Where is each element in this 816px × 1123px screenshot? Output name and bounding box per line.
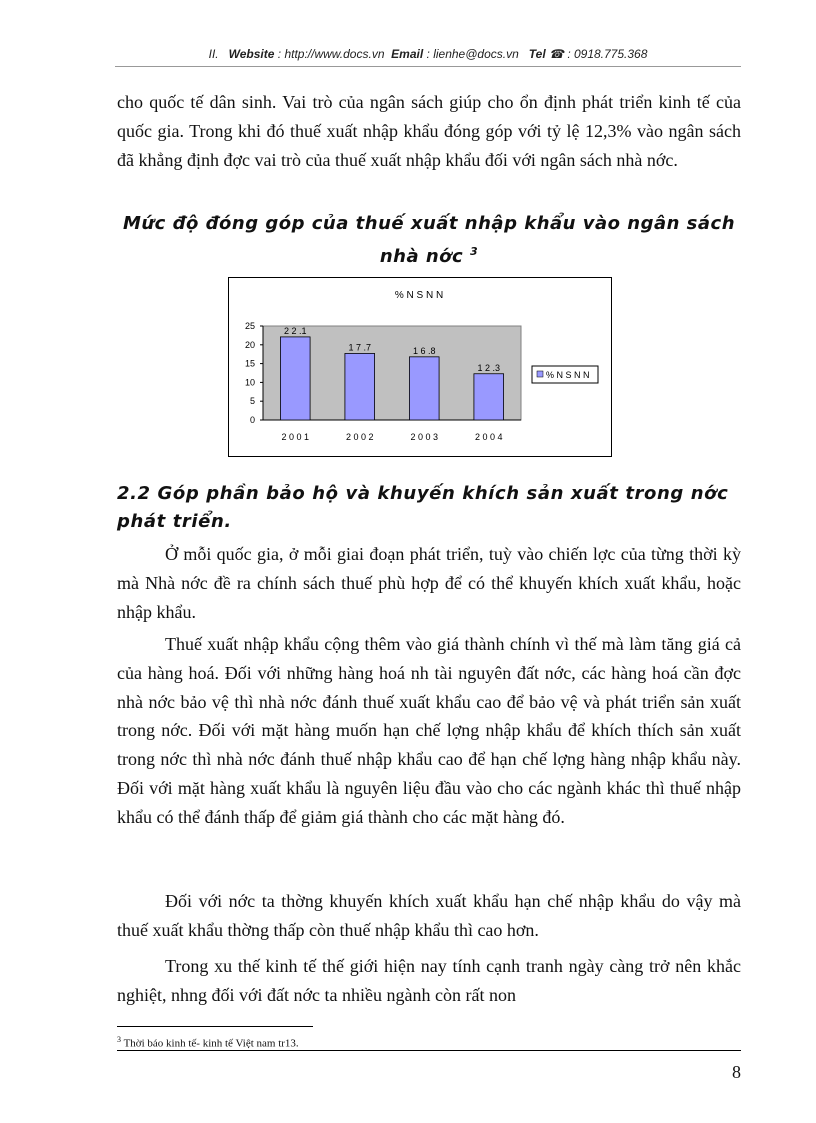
paragraph-our-country: Đối với nớc ta thờng khuyến khích xuất khẩu hạn chế nhập khẩu do vậy mà thuế xuất khẩu thờng thấp còn thuế nhập khẩu thì cao hơn. bbox=[117, 891, 741, 940]
paragraph-tax-price: Thuế xuất nhập khẩu cộng thêm vào giá thành chính vì thế mà làm tăng giá cả của hàng hoá. Đối với những hàng hoá nh tài nguyên đất nớc, các hàng hoá cần đợc nhà nớc bảo vệ thì nhà nớc đánh thuế xuất khẩu cao để bảo vệ và phát triển sản xuất trong nớc. Đối với mặt hàng muốn hạn chế lợng nhập khẩu để khích thích sản xuất trong nớc thì nhà nớc đánh thuế nhập khẩu cao để hạn chế lợng hàng nhập khẩu này. Đối với mặt hàng xuất khẩu là nguyên liệu đầu vào cho các ngành khác thì thuế nhập khẩu có thể đánh thấp để giảm giá thành cho các mặt hàng đó. bbox=[117, 634, 741, 827]
header-tel: ☎ : 0918.775.368 bbox=[549, 47, 648, 61]
x-tick-label: 2 0 0 3 bbox=[410, 432, 439, 442]
data-label: 1 6 .8 bbox=[412, 345, 436, 356]
bar-4 bbox=[474, 374, 504, 420]
paragraph-trend: Trong xu thế kinh tế thế giới hiện nay tính cạnh tranh ngày càng trở nên khắc nghiệt, nhng đối với đất nớc ta nhiều ngành còn rất non bbox=[117, 956, 741, 1005]
header-divider bbox=[115, 66, 741, 67]
bar-2 bbox=[345, 353, 375, 420]
legend-label: % N S N N bbox=[546, 370, 590, 380]
chart-caption bbox=[117, 210, 741, 271]
y-tick-label: 25 bbox=[244, 321, 255, 331]
header-tel-label: Tel bbox=[528, 47, 546, 61]
footnote-text: Thời báo kinh tế- kinh tế Việt nam tr13. bbox=[123, 1037, 299, 1050]
header-email: : lienhe@docs.vn bbox=[426, 47, 519, 61]
chart-frame bbox=[228, 277, 612, 457]
y-tick-label: 15 bbox=[244, 358, 255, 369]
section-heading: 2.2 Góp phần bảo hộ và khuyến khích sản xuất trong nớc phát triển. bbox=[117, 483, 729, 532]
chart-caption-ref: 3 bbox=[470, 245, 479, 258]
page-number: 8 bbox=[732, 1062, 741, 1082]
y-tick-label: 20 bbox=[244, 339, 255, 350]
data-label: 1 2 .3 bbox=[477, 362, 501, 373]
header-website-label: Website bbox=[228, 47, 275, 61]
chart-title: % N S N N bbox=[394, 290, 444, 301]
x-tick-label: 2 0 0 4 bbox=[474, 432, 503, 442]
x-tick-label: 2 0 0 2 bbox=[345, 432, 374, 442]
paragraph-budget-role: cho quốc tế dân sinh. Vai trò của ngân sách giúp cho ổn định phát triển kinh tế của quốc gia. Trong khi đó thuế xuất nhập khẩu đóng góp với tỷ lệ 12,3% vào ngân sách đã khẳng định đợc vai trò của thuế xuất nhập khẩu đối với ngân sách nhà nớc. bbox=[117, 92, 741, 170]
data-label: 1 7 .7 bbox=[348, 342, 372, 353]
x-tick-label: 2 0 0 1 bbox=[281, 432, 310, 442]
legend-swatch bbox=[537, 371, 543, 377]
header-website: : http://www.docs.vn bbox=[277, 47, 385, 61]
header-email-label: Email bbox=[391, 47, 424, 61]
contribution-chart bbox=[229, 278, 611, 456]
paragraph-per-country: Ở mỗi quốc gia, ở mỗi giai đoạn phát triển, tuỳ vào chiến lợc của từng thời kỳ mà Nhà nớc đề ra chính sách thuế phù hợp để có thể khuyến khích xuất khẩu, hoặc nhập khẩu. bbox=[117, 544, 741, 622]
bar-1 bbox=[280, 337, 310, 420]
footnote-ref: 3 bbox=[117, 1035, 121, 1044]
header-prefix: II. bbox=[208, 47, 219, 61]
footnote bbox=[117, 1035, 299, 1050]
y-tick-label: 10 bbox=[244, 377, 255, 388]
chart-caption-text: Mức độ đóng góp của thuế xuất nhập khẩu vào ngân sách nhà nớc bbox=[122, 213, 736, 267]
data-label: 2 2 .1 bbox=[283, 325, 307, 336]
footer-divider bbox=[117, 1050, 741, 1051]
page-header bbox=[115, 47, 741, 65]
y-tick-label: 5 bbox=[249, 396, 255, 407]
y-tick-label: 0 bbox=[249, 415, 255, 425]
bar-3 bbox=[409, 357, 439, 420]
footnote-separator bbox=[117, 1026, 313, 1027]
